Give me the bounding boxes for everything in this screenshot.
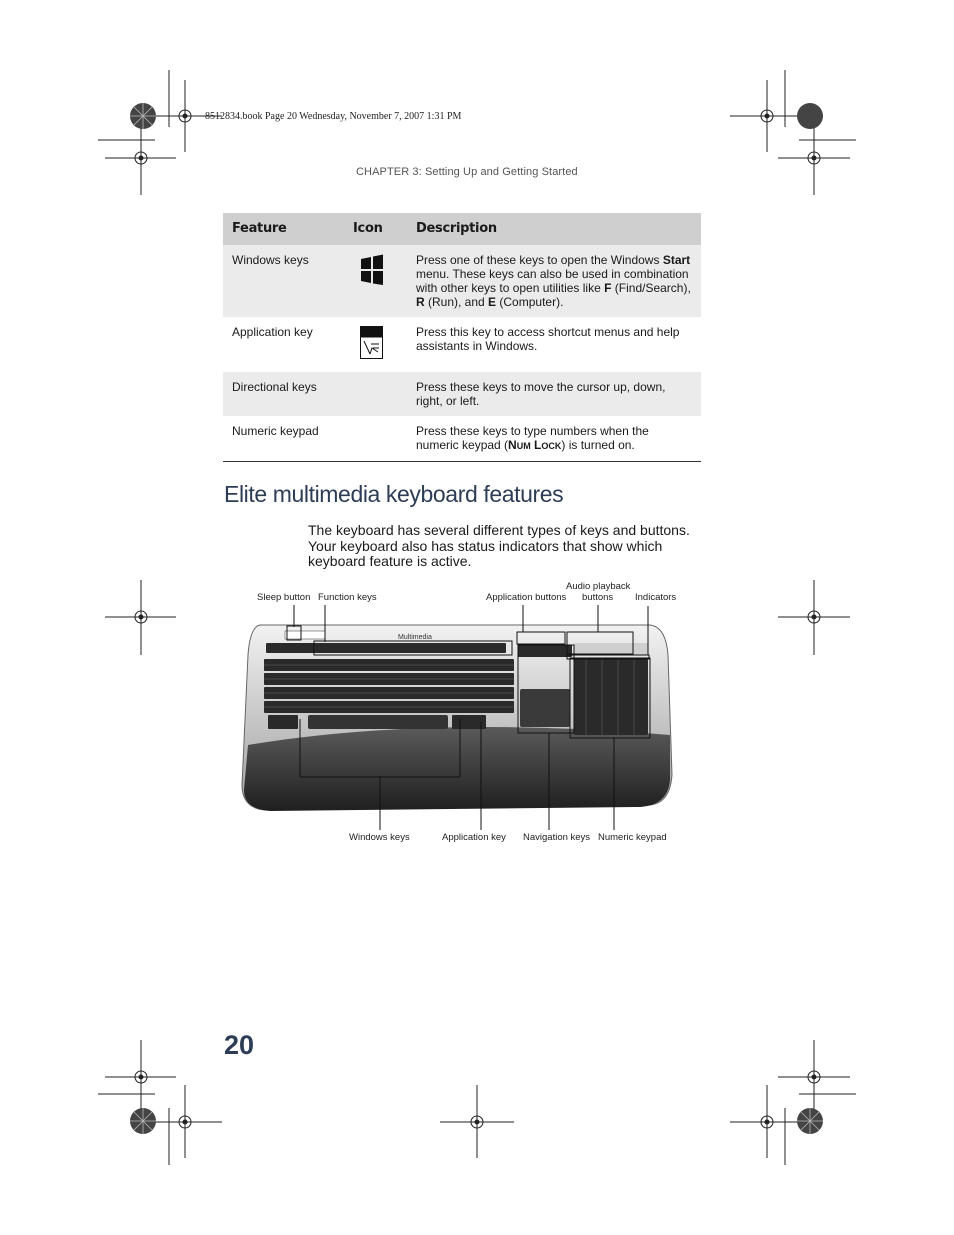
label-audio-playback: Audio playback (566, 581, 631, 592)
start-keyword: Start (662, 253, 691, 267)
section-title: Elite multimedia keyboard features (224, 481, 564, 507)
label-sleep-button: Sleep button (257, 592, 311, 603)
keyboard-brand: Multimedia (398, 634, 432, 641)
num-lock-key-name: UM (516, 441, 531, 451)
label-numeric-keypad: Numeric keypad (598, 832, 667, 843)
book-info-line: 8512834.book Page 20 Wednesday, November 7, 2007 1:31 PM (205, 111, 462, 122)
description-text: Press one of these keys to open the Windows (416, 253, 663, 267)
description-text: Press these keys to type numbers when the numeric keypad ( (416, 424, 649, 452)
key-e: E (488, 295, 497, 309)
feature-cell: Windows keys (223, 245, 344, 317)
key-f: F (604, 281, 612, 295)
label-application-key: Application key (442, 832, 506, 843)
chapter-header: CHAPTER 3: Setting Up and Getting Started (356, 166, 578, 178)
section-intro: The keyboard has several different types of keys and buttons. Your keyboard also has status indicators that show which keyboard feature is active. (308, 522, 690, 569)
description-text: (Find/Search), (611, 281, 691, 295)
label-function-keys: Function keys (318, 592, 377, 603)
label-audio-playback-buttons: buttons (582, 592, 614, 603)
num-lock-key-name: L (530, 438, 542, 452)
label-navigation-keys: Navigation keys (523, 832, 591, 843)
feature-cell: Numeric keypad (223, 416, 344, 462)
column-header-description: Description (407, 213, 701, 245)
page-number: 20 (224, 1030, 255, 1060)
description-cell: Press these keys to move the cursor up, down, right, or left. (407, 372, 701, 416)
num-lock-key-name: OCK (541, 441, 562, 451)
feature-cell: Application key (232, 325, 313, 339)
description-text: (Computer). (496, 295, 564, 309)
num-lock-key-name: N (508, 438, 517, 452)
description-text: (Run), and (424, 295, 489, 309)
description-text: menu. These keys can also be used in combination with other keys to open utilities like (416, 267, 689, 295)
label-application-buttons: Application buttons (486, 592, 567, 603)
label-indicators: Indicators (635, 592, 677, 603)
key-r: R (416, 295, 425, 309)
label-windows-keys: Windows keys (349, 832, 410, 843)
description-text: ) is turned on. (561, 438, 635, 452)
feature-cell: Directional keys (223, 372, 344, 416)
column-header-feature: Feature (223, 213, 344, 245)
column-header-icon: Icon (344, 213, 407, 245)
description-cell: Press this key to access shortcut menus and help assistants in Windows. (416, 325, 680, 353)
